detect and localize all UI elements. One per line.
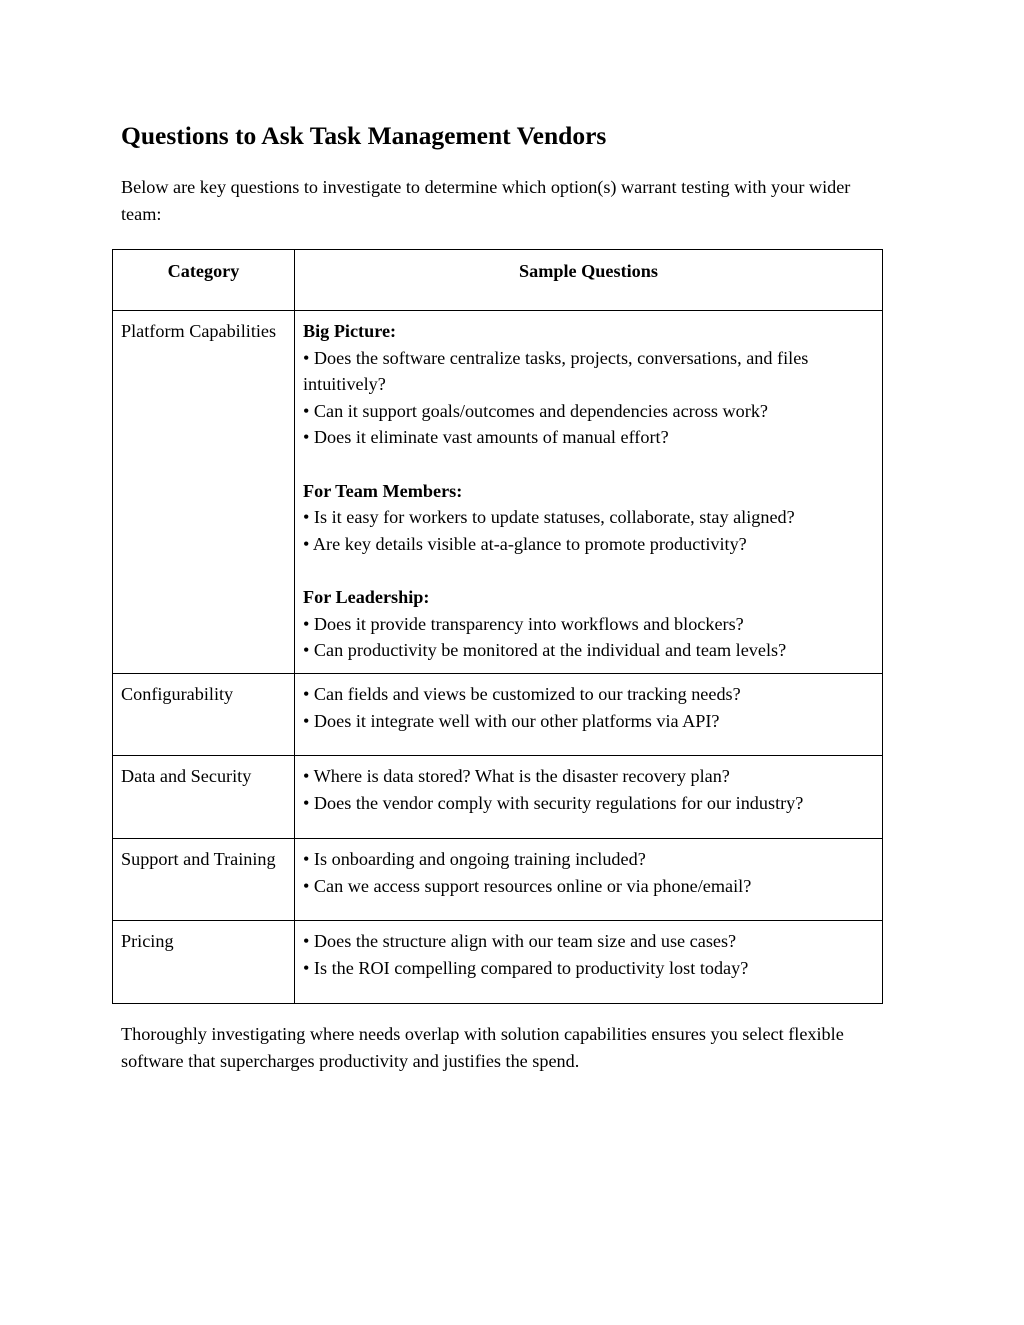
group-title: Big Picture:	[303, 321, 397, 341]
question-item: • Can productivity be monitored at the individual and team levels?	[303, 640, 787, 661]
question-item: • Does the structure align with our team size and use cases?	[303, 931, 737, 951]
question-item: • Can fields and views be customized to our tracking needs?	[303, 684, 741, 704]
category-cell: Configurability	[113, 674, 295, 756]
question-item: • Where is data stored? What is the disaster recovery plan?	[303, 766, 730, 786]
question-item: • Are key details visible at-a-glance to promote productivity?	[303, 533, 747, 554]
column-header-sample-questions: Sample Questions	[295, 250, 883, 311]
vendor-questions-table	[112, 249, 883, 1004]
question-item: • Does it eliminate vast amounts of manual effort?	[303, 427, 669, 448]
question-group	[303, 478, 874, 558]
group-title: For Leadership:	[303, 586, 430, 607]
column-header-category: Category	[113, 250, 295, 311]
question-item: • Is the ROI compelling compared to productivity lost today?	[303, 957, 749, 978]
question-item: • Does it integrate well with our other platforms via API?	[303, 710, 720, 731]
table-row	[113, 674, 883, 756]
question-item: • Can we access support resources online or via phone/email?	[303, 875, 752, 896]
group-title: For Team Members:	[303, 480, 463, 501]
questions-cell	[295, 839, 883, 921]
questions-cell	[295, 311, 883, 674]
category-cell: Data and Security	[113, 756, 295, 839]
intro-paragraph: Below are key questions to investigate to determine which option(s) warrant testing with your wider team:	[121, 177, 851, 224]
category-cell: Platform Capabilities	[113, 311, 295, 674]
questions-cell	[295, 921, 883, 1004]
question-item: • Can it support goals/outcomes and dependencies across work?	[303, 400, 768, 421]
category-cell: Support and Training	[113, 839, 295, 921]
table-row	[113, 921, 883, 1004]
question-group	[303, 318, 874, 451]
page-title: Questions to Ask Task Management Vendors	[121, 121, 607, 150]
question-item: • Is onboarding and ongoing training included?	[303, 849, 646, 869]
table-row	[113, 311, 883, 674]
table-header-row	[113, 250, 883, 311]
table-row	[113, 839, 883, 921]
table-row	[113, 756, 883, 839]
closing-paragraph: Thoroughly investigating where needs overlap with solution capabilities ensures you select flexible software that supercharges productivity and justifies the spend.	[121, 1024, 844, 1071]
question-item: • Does the vendor comply with security regulations for our industry?	[303, 792, 804, 813]
questions-cell	[295, 756, 883, 839]
question-item: • Is it easy for workers to update statuses, collaborate, stay aligned?	[303, 507, 795, 528]
category-cell: Pricing	[113, 921, 295, 1004]
questions-cell	[295, 674, 883, 756]
question-item: • Does the software centralize tasks, projects, conversations, and files intuitively?	[303, 347, 809, 395]
question-item: • Does it provide transparency into workflows and blockers?	[303, 613, 744, 634]
question-group	[303, 584, 874, 664]
